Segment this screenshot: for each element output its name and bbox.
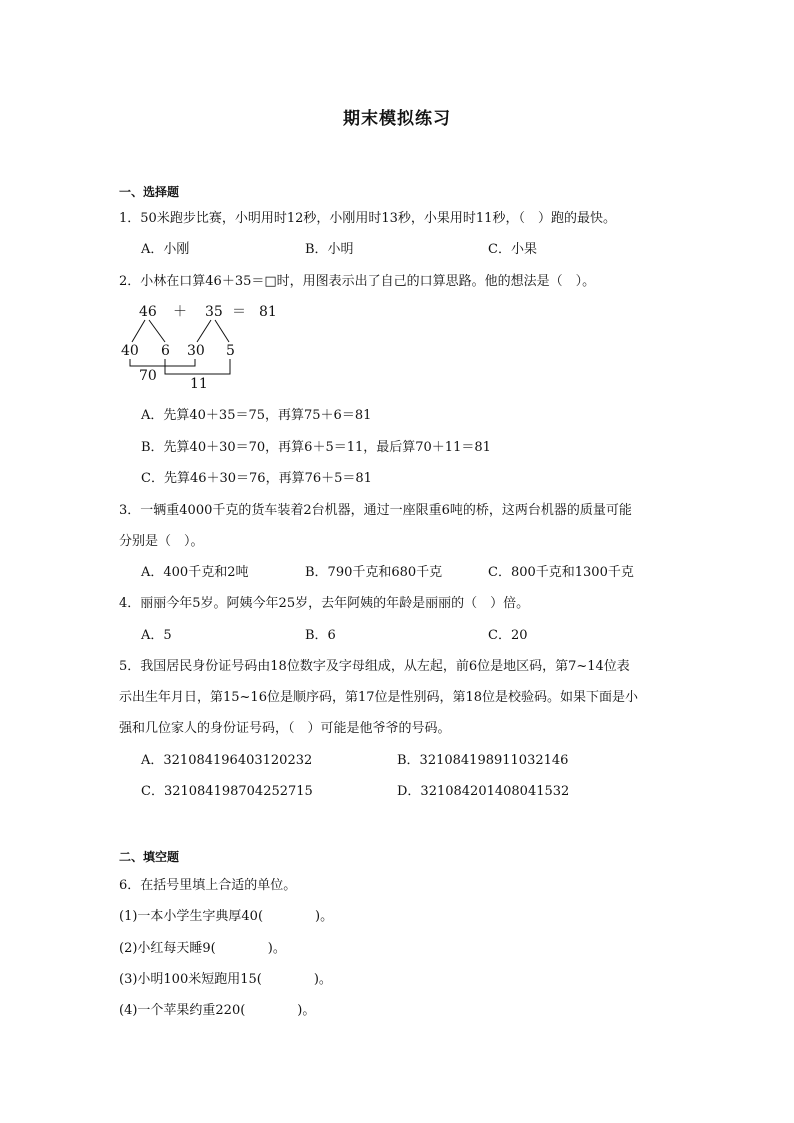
- diagram-bracket-tens: [130, 359, 195, 366]
- section-heading-fill: 二、填空题: [119, 850, 180, 864]
- question-3-option-c: C．800千克和1300千克: [488, 565, 634, 580]
- question-3-option-b: B．790千克和680千克: [305, 565, 443, 580]
- question-1-stem: 1．50米跑步比赛，小明用时12秒，小刚用时13秒，小果用时11秒，（ ）跑的最快。: [119, 211, 616, 226]
- question-2-option-a: A．先算40＋35＝75，再算75＋6＝81: [141, 408, 372, 423]
- question-6-stem: 6．在括号里填上合适的单位。: [119, 878, 297, 893]
- question-6-item-2: (2)小红每天睡9( )。: [119, 941, 286, 956]
- question-6-item-3: (3)小明100米短跑用15( )。: [119, 972, 332, 987]
- question-5-stem-line-3: 强和几位家人的身份证号码，（ ）可能是他爷爷的号码。: [119, 721, 451, 736]
- diagram-sum-70: 70: [139, 368, 157, 384]
- question-5-stem-line-2: 示出生年月日，第15~16位是顺序码，第17位是性别码，第18位是校验码。如果下面是小: [119, 690, 639, 705]
- question-6-item-4: (4)一个苹果约重220( )。: [119, 1003, 316, 1018]
- section-heading-choice: 一、选择题: [119, 185, 180, 199]
- diagram-branch-line: [132, 320, 145, 342]
- diagram-part-40: 40: [121, 343, 139, 359]
- diagram-plus-sign: ＋: [173, 304, 187, 320]
- question-4-stem: 4．丽丽今年5岁。阿姨今年25岁，去年阿姨的年龄是丽丽的（ ）倍。: [119, 596, 530, 611]
- question-1-option-b: B．小明: [305, 242, 354, 257]
- question-6-item-1: (1)一本小学生字典厚40( )。: [119, 909, 334, 924]
- mental-math-split-diagram: [119, 298, 319, 394]
- question-1-option-c: C．小果: [488, 242, 537, 257]
- question-5-option-d: D．321084201408041532: [397, 784, 570, 799]
- question-3-option-a: A．400千克和2吨: [141, 565, 249, 580]
- diagram-part-30: 30: [187, 343, 205, 359]
- diagram-addend-35: 35: [205, 304, 223, 320]
- question-5-option-a: A．321084196403120232: [141, 753, 313, 768]
- question-4-option-b: B．6: [305, 628, 336, 643]
- question-2-option-b: B．先算40＋30＝70，再算6＋5＝11，最后算70＋11＝81: [141, 440, 491, 455]
- page-title: 期末模拟练习: [343, 109, 451, 129]
- diagram-equals-sign: ＝: [232, 304, 246, 320]
- question-4-option-c: C．20: [488, 628, 528, 643]
- question-5-option-b: B．321084198911032146: [397, 753, 569, 768]
- diagram-part-5: 5: [226, 343, 235, 359]
- question-4-option-a: A．5: [141, 628, 172, 643]
- diagram-part-6: 6: [161, 343, 170, 359]
- diagram-addend-46: 46: [139, 304, 157, 320]
- question-2-stem: 2．小林在口算46＋35＝□时，用图表示出了自己的口算思路。他的想法是（ ）。: [119, 274, 596, 289]
- question-5-option-c: C．321084198704252715: [141, 784, 313, 799]
- diagram-branch-line: [197, 320, 211, 342]
- diagram-branch-line: [149, 320, 165, 342]
- question-3-stem-line-2: 分别是（ ）。: [119, 534, 204, 549]
- diagram-sum-11: 11: [190, 376, 208, 392]
- question-3-stem-line-1: 3．一辆重4000千克的货车装着2台机器，通过一座限重6吨的桥，这两台机器的质量可能: [119, 503, 632, 518]
- question-1-option-a: A．小刚: [141, 242, 190, 257]
- diagram-branch-line: [215, 320, 229, 342]
- question-2-option-c: C．先算46＋30＝76，再算76＋5＝81: [141, 471, 372, 486]
- question-5-stem-line-1: 5．我国居民身份证号码由18位数字及字母组成，从左起，前6位是地区码，第7~14位表: [119, 659, 630, 674]
- diagram-result-81: 81: [259, 304, 277, 320]
